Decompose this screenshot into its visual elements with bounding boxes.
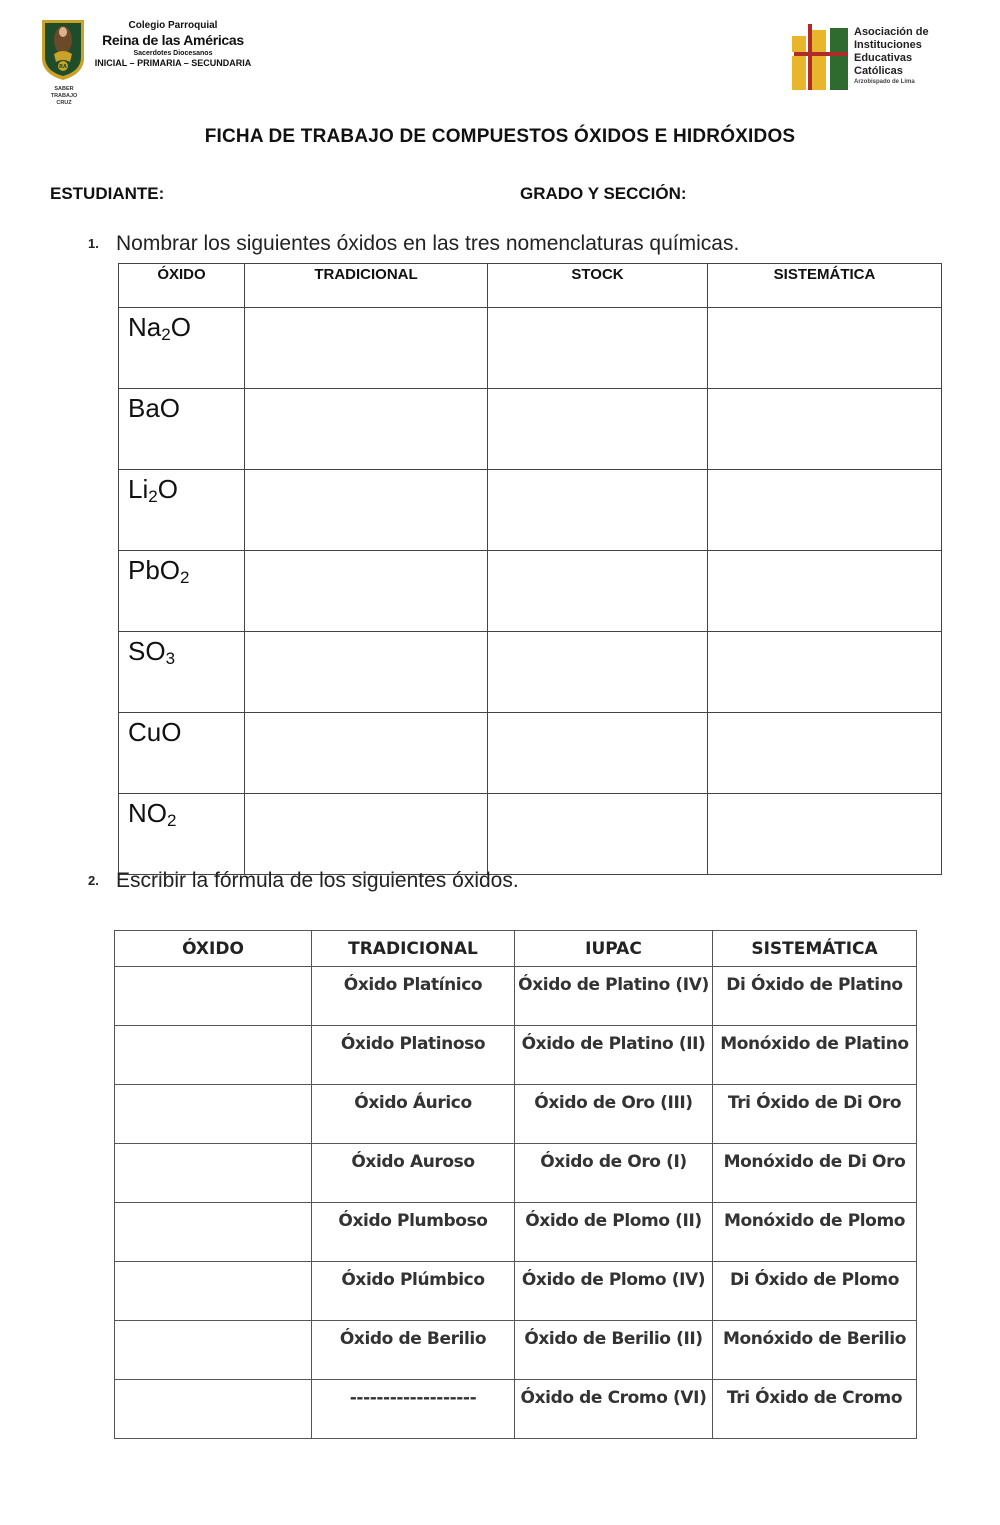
formula-cell: $Li_2O$ (119, 470, 245, 551)
question-text: Escribir la fórmula de los siguientes óxidos. (116, 869, 519, 892)
assoc-line3: Educativas (854, 52, 913, 64)
answer-cell-stock[interactable] (488, 389, 708, 470)
table-row (115, 1085, 917, 1144)
question-text: Nombrar los siguientes óxidos en las tres nomenclaturas químicas. (116, 232, 740, 255)
tradicional-name: Óxido de Berilio (312, 1321, 515, 1380)
tradicional-name: Óxido Platinoso (312, 1026, 515, 1085)
answer-cell-tradicional[interactable] (245, 632, 488, 713)
answer-cell-stock[interactable] (488, 794, 708, 875)
table-row (119, 632, 942, 713)
tradicional-name: Óxido Auroso (312, 1144, 515, 1203)
emblem-letters: RA (59, 64, 67, 70)
answer-cell-tradicional[interactable] (245, 470, 488, 551)
school-line1: Colegio Parroquial (128, 20, 218, 31)
association-name-block (854, 26, 974, 86)
answer-cell-tradicional[interactable] (245, 308, 488, 389)
tradicional-name: Óxido Plúmbico (312, 1262, 515, 1321)
formula-answer-cell[interactable] (115, 1144, 312, 1203)
sistematica-name: Monóxido de Platino (713, 1026, 917, 1085)
table-row (119, 794, 942, 875)
table-row (115, 1380, 917, 1439)
school-levels: INICIAL – PRIMARIA – SECUNDARIA (94, 58, 252, 68)
formula-cell: BaO (119, 389, 245, 470)
formula-cell: $NO_2$ (119, 794, 245, 875)
assoc-line4: Católicas (854, 65, 903, 77)
sistematica-name: Di Óxido de Platino (713, 967, 917, 1026)
answer-cell-tradicional[interactable] (245, 794, 488, 875)
formula-answer-cell[interactable] (115, 1085, 312, 1144)
tradicional-name: ------------------- (312, 1380, 515, 1439)
iupac-name: Óxido de Plomo (IV) (515, 1262, 713, 1321)
assoc-line1: Asociación de (854, 26, 929, 38)
table-row (119, 470, 942, 551)
formula-cell: PbO$_2$ (119, 551, 245, 632)
iupac-name: Óxido de Platino (II) (515, 1026, 713, 1085)
iupac-name: Óxido de Oro (III) (515, 1085, 713, 1144)
table-row (115, 1262, 917, 1321)
header-tradicional: TRADICIONAL (245, 264, 488, 308)
sistematica-name: Monóxido de Plomo (713, 1203, 917, 1262)
page-title: FICHA DE TRABAJO DE COMPUESTOS ÓXIDOS E HIDRÓXIDOS (204, 126, 796, 147)
tradicional-name: Óxido Áurico (312, 1085, 515, 1144)
answer-cell-stock[interactable] (488, 551, 708, 632)
header-sistematica: SISTEMÁTICA (708, 264, 942, 308)
table-row (119, 308, 942, 389)
question-1 (88, 232, 739, 256)
question-number: 1. (88, 236, 99, 251)
school-line3: Sacerdotes Diocesanos (133, 50, 213, 57)
table-row (119, 713, 942, 794)
answer-cell-sistematica[interactable] (708, 794, 942, 875)
assoc-line5: Arzobispado de Lima (854, 79, 915, 85)
school-shield-logo (40, 18, 86, 82)
formula-answer-cell[interactable] (115, 1380, 312, 1439)
header-tradicional: TRADICIONAL (312, 931, 515, 967)
motto-line: SABER (54, 86, 74, 92)
grade-section-label: GRADO Y SECCIÓN: (520, 184, 687, 203)
answer-cell-sistematica[interactable] (708, 551, 942, 632)
formula-cell: $Na_2O$ (119, 308, 245, 389)
answer-cell-sistematica[interactable] (708, 389, 942, 470)
question-2 (88, 869, 519, 893)
iupac-name: Óxido de Berilio (II) (515, 1321, 713, 1380)
tradicional-name: Óxido Platínico (312, 967, 515, 1026)
sistematica-name: Tri Óxido de Cromo (713, 1380, 917, 1439)
answer-cell-sistematica[interactable] (708, 713, 942, 794)
answer-cell-tradicional[interactable] (245, 551, 488, 632)
sistematica-name: Monóxido de Di Oro (713, 1144, 917, 1203)
table-header-row (115, 931, 917, 967)
tradicional-name: Óxido Plumboso (312, 1203, 515, 1262)
table-row (119, 389, 942, 470)
oxide-formula-table (114, 930, 917, 1439)
assoc-line2: Instituciones (854, 39, 922, 51)
sistematica-name: Tri Óxido de Di Oro (713, 1085, 917, 1144)
table-header-row (119, 264, 942, 308)
formula-answer-cell[interactable] (115, 1026, 312, 1085)
iupac-name: Óxido de Cromo (VI) (515, 1380, 713, 1439)
answer-cell-stock[interactable] (488, 713, 708, 794)
school-name: Reina de las Américas (102, 32, 244, 48)
question-number: 2. (88, 873, 99, 888)
table-row (115, 1203, 917, 1262)
iupac-name: Óxido de Plomo (II) (515, 1203, 713, 1262)
table-row (115, 1144, 917, 1203)
answer-cell-sistematica[interactable] (708, 470, 942, 551)
answer-cell-stock[interactable] (488, 632, 708, 713)
association-logo (790, 24, 852, 92)
iupac-name: Óxido de Platino (IV) (515, 967, 713, 1026)
answer-cell-sistematica[interactable] (708, 632, 942, 713)
school-name-block (88, 20, 258, 69)
answer-cell-tradicional[interactable] (245, 713, 488, 794)
formula-cell: CuO (119, 713, 245, 794)
answer-cell-tradicional[interactable] (245, 389, 488, 470)
formula-cell: $SO_3$ (119, 632, 245, 713)
sistematica-name: Monóxido de Berilio (713, 1321, 917, 1380)
header-sistematica: SISTEMÁTICA (713, 931, 917, 967)
formula-answer-cell[interactable] (115, 1262, 312, 1321)
iupac-name: Óxido de Oro (I) (515, 1144, 713, 1203)
header-oxido: ÓXIDO (115, 931, 312, 967)
answer-cell-stock[interactable] (488, 308, 708, 389)
formula-answer-cell[interactable] (115, 1203, 312, 1262)
answer-cell-sistematica[interactable] (708, 308, 942, 389)
oxide-naming-table (118, 263, 942, 875)
student-label: ESTUDIANTE: (50, 184, 165, 203)
header-iupac: IUPAC (515, 931, 713, 967)
formula-answer-cell[interactable] (115, 967, 312, 1026)
answer-cell-stock[interactable] (488, 470, 708, 551)
table-row (119, 551, 942, 632)
table-row (115, 1321, 917, 1380)
table-row (115, 1026, 917, 1085)
formula-answer-cell[interactable] (115, 1321, 312, 1380)
table-row (115, 967, 917, 1026)
motto-line: TRABAJO (50, 93, 78, 99)
motto-line: CRUZ (56, 100, 72, 106)
header-stock: STOCK (488, 264, 708, 308)
header-oxido: ÓXIDO (119, 264, 245, 308)
sistematica-name: Di Óxido de Plomo (713, 1262, 917, 1321)
school-motto (40, 86, 88, 107)
